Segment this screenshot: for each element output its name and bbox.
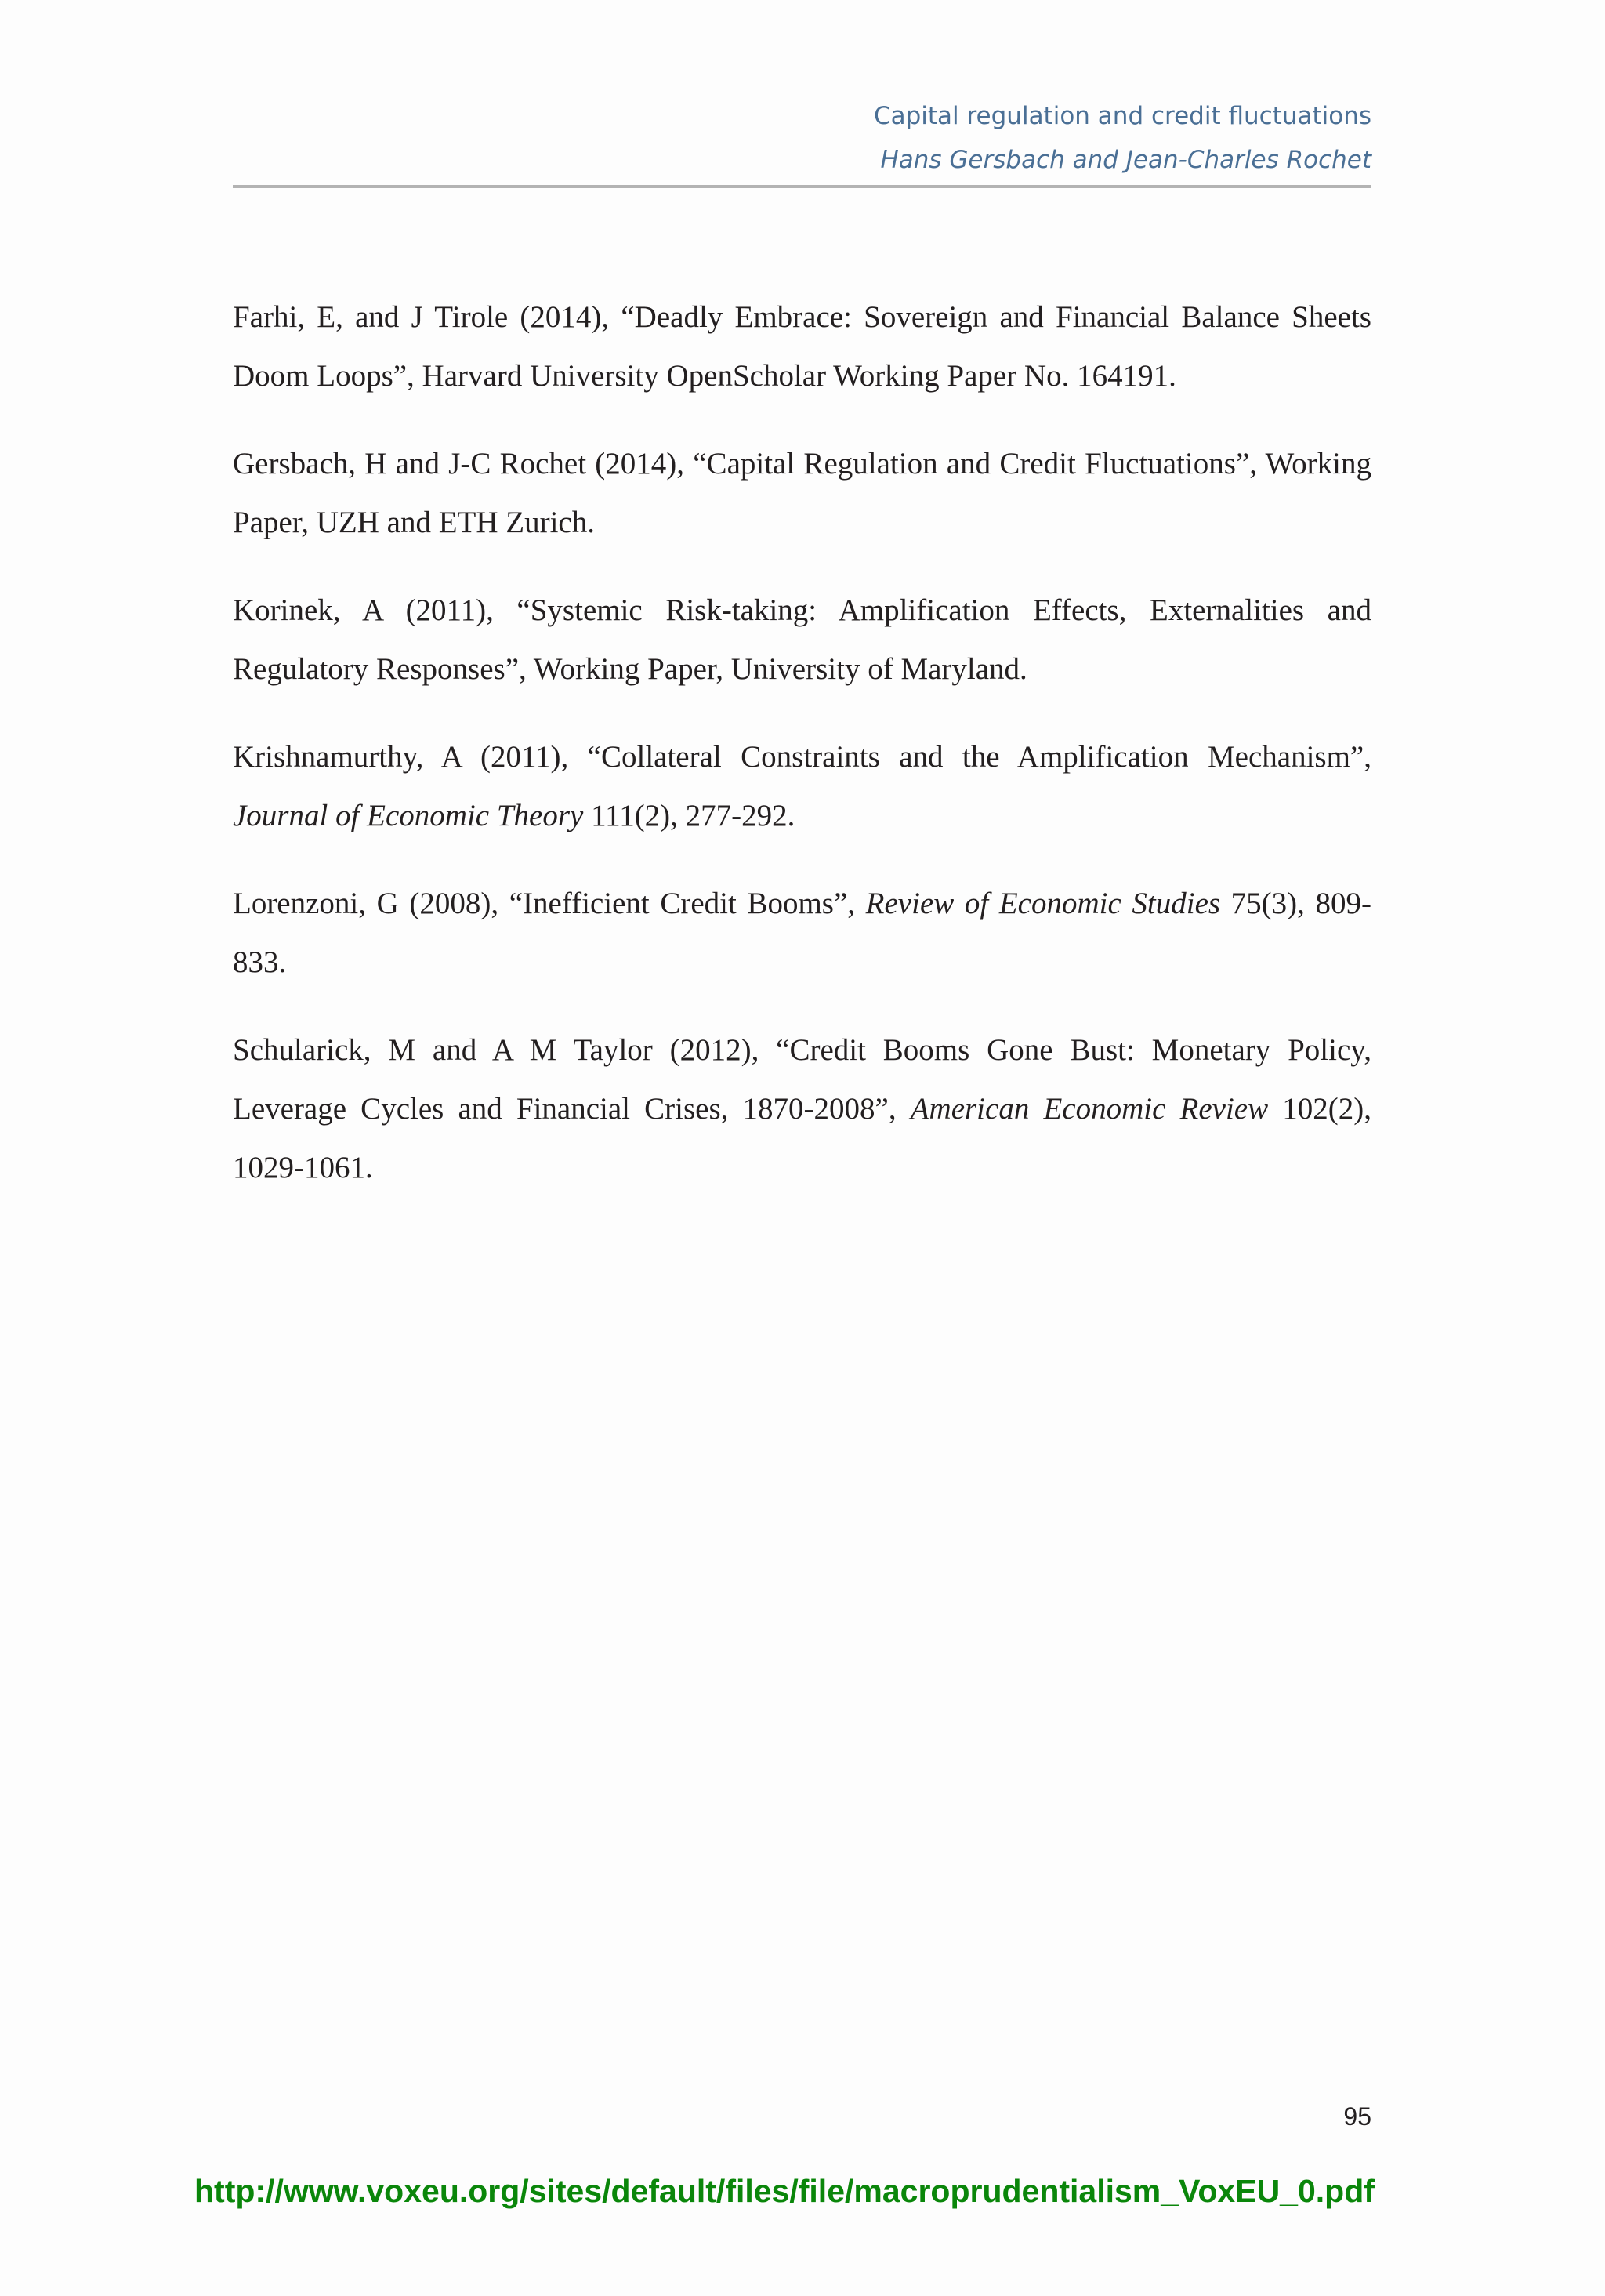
reference-schularick-taylor [233,1021,1371,1197]
reference-text: Krishnamurthy, A (2011), “Collateral Constraints and the Amplification Mechanism”, [233,740,1371,774]
source-url-link[interactable]: http://www.voxeu.org/sites/default/files/file/macroprudentialism_VoxEU_0.pdf [194,2173,1375,2209]
reference-lorenzoni [233,874,1371,992]
reference-volume-pages: 111(2), 277-292. [583,799,795,832]
reference-text: Lorenzoni, G (2008), “Inefficient Credit Booms”, [233,887,866,920]
reference-korinek: Korinek, A (2011), “Systemic Risk-taking: Amplification Effects, Externalities and Regulatory Responses”, Working Paper, University of Maryland. [233,593,1371,686]
header-title: Capital regulation and credit fluctuations [873,102,1371,130]
journal-title: Review of Economic Studies [865,887,1221,920]
header-authors: Hans Gersbach and Jean-Charles Rochet [880,146,1371,174]
header-divider [233,185,1371,188]
reference-text: Schularick, M and A M Taylor (2012), “Credit Booms Gone Bust: Monetary Policy, Leverage Cycles and Financial Crises, 1870-2008”, [233,1033,1371,1126]
reference-volume-pages: 102(2), 1029-1061. [233,1092,1371,1184]
running-header [233,94,1371,182]
reference-krishnamurthy [233,727,1371,845]
reference-gersbach-rochet: Gersbach, H and J-C Rochet (2014), “Capital Regulation and Credit Fluctuations”, Working Paper, UZH and ETH Zurich. [233,447,1371,539]
journal-title: Journal of Economic Theory [233,799,584,832]
reference-volume-pages: 75(3), 809-833. [233,887,1372,979]
page-number: 95 [1343,2102,1371,2131]
reference-farhi-tirole: Farhi, E, and J Tirole (2014), “Deadly Embrace: Sovereign and Financial Balance Sheets Doom Loops”, Harvard University OpenScholar Working Paper No. 164191. [233,300,1371,393]
journal-title: American Economic Review [910,1092,1269,1126]
reference-list [233,288,1371,1226]
